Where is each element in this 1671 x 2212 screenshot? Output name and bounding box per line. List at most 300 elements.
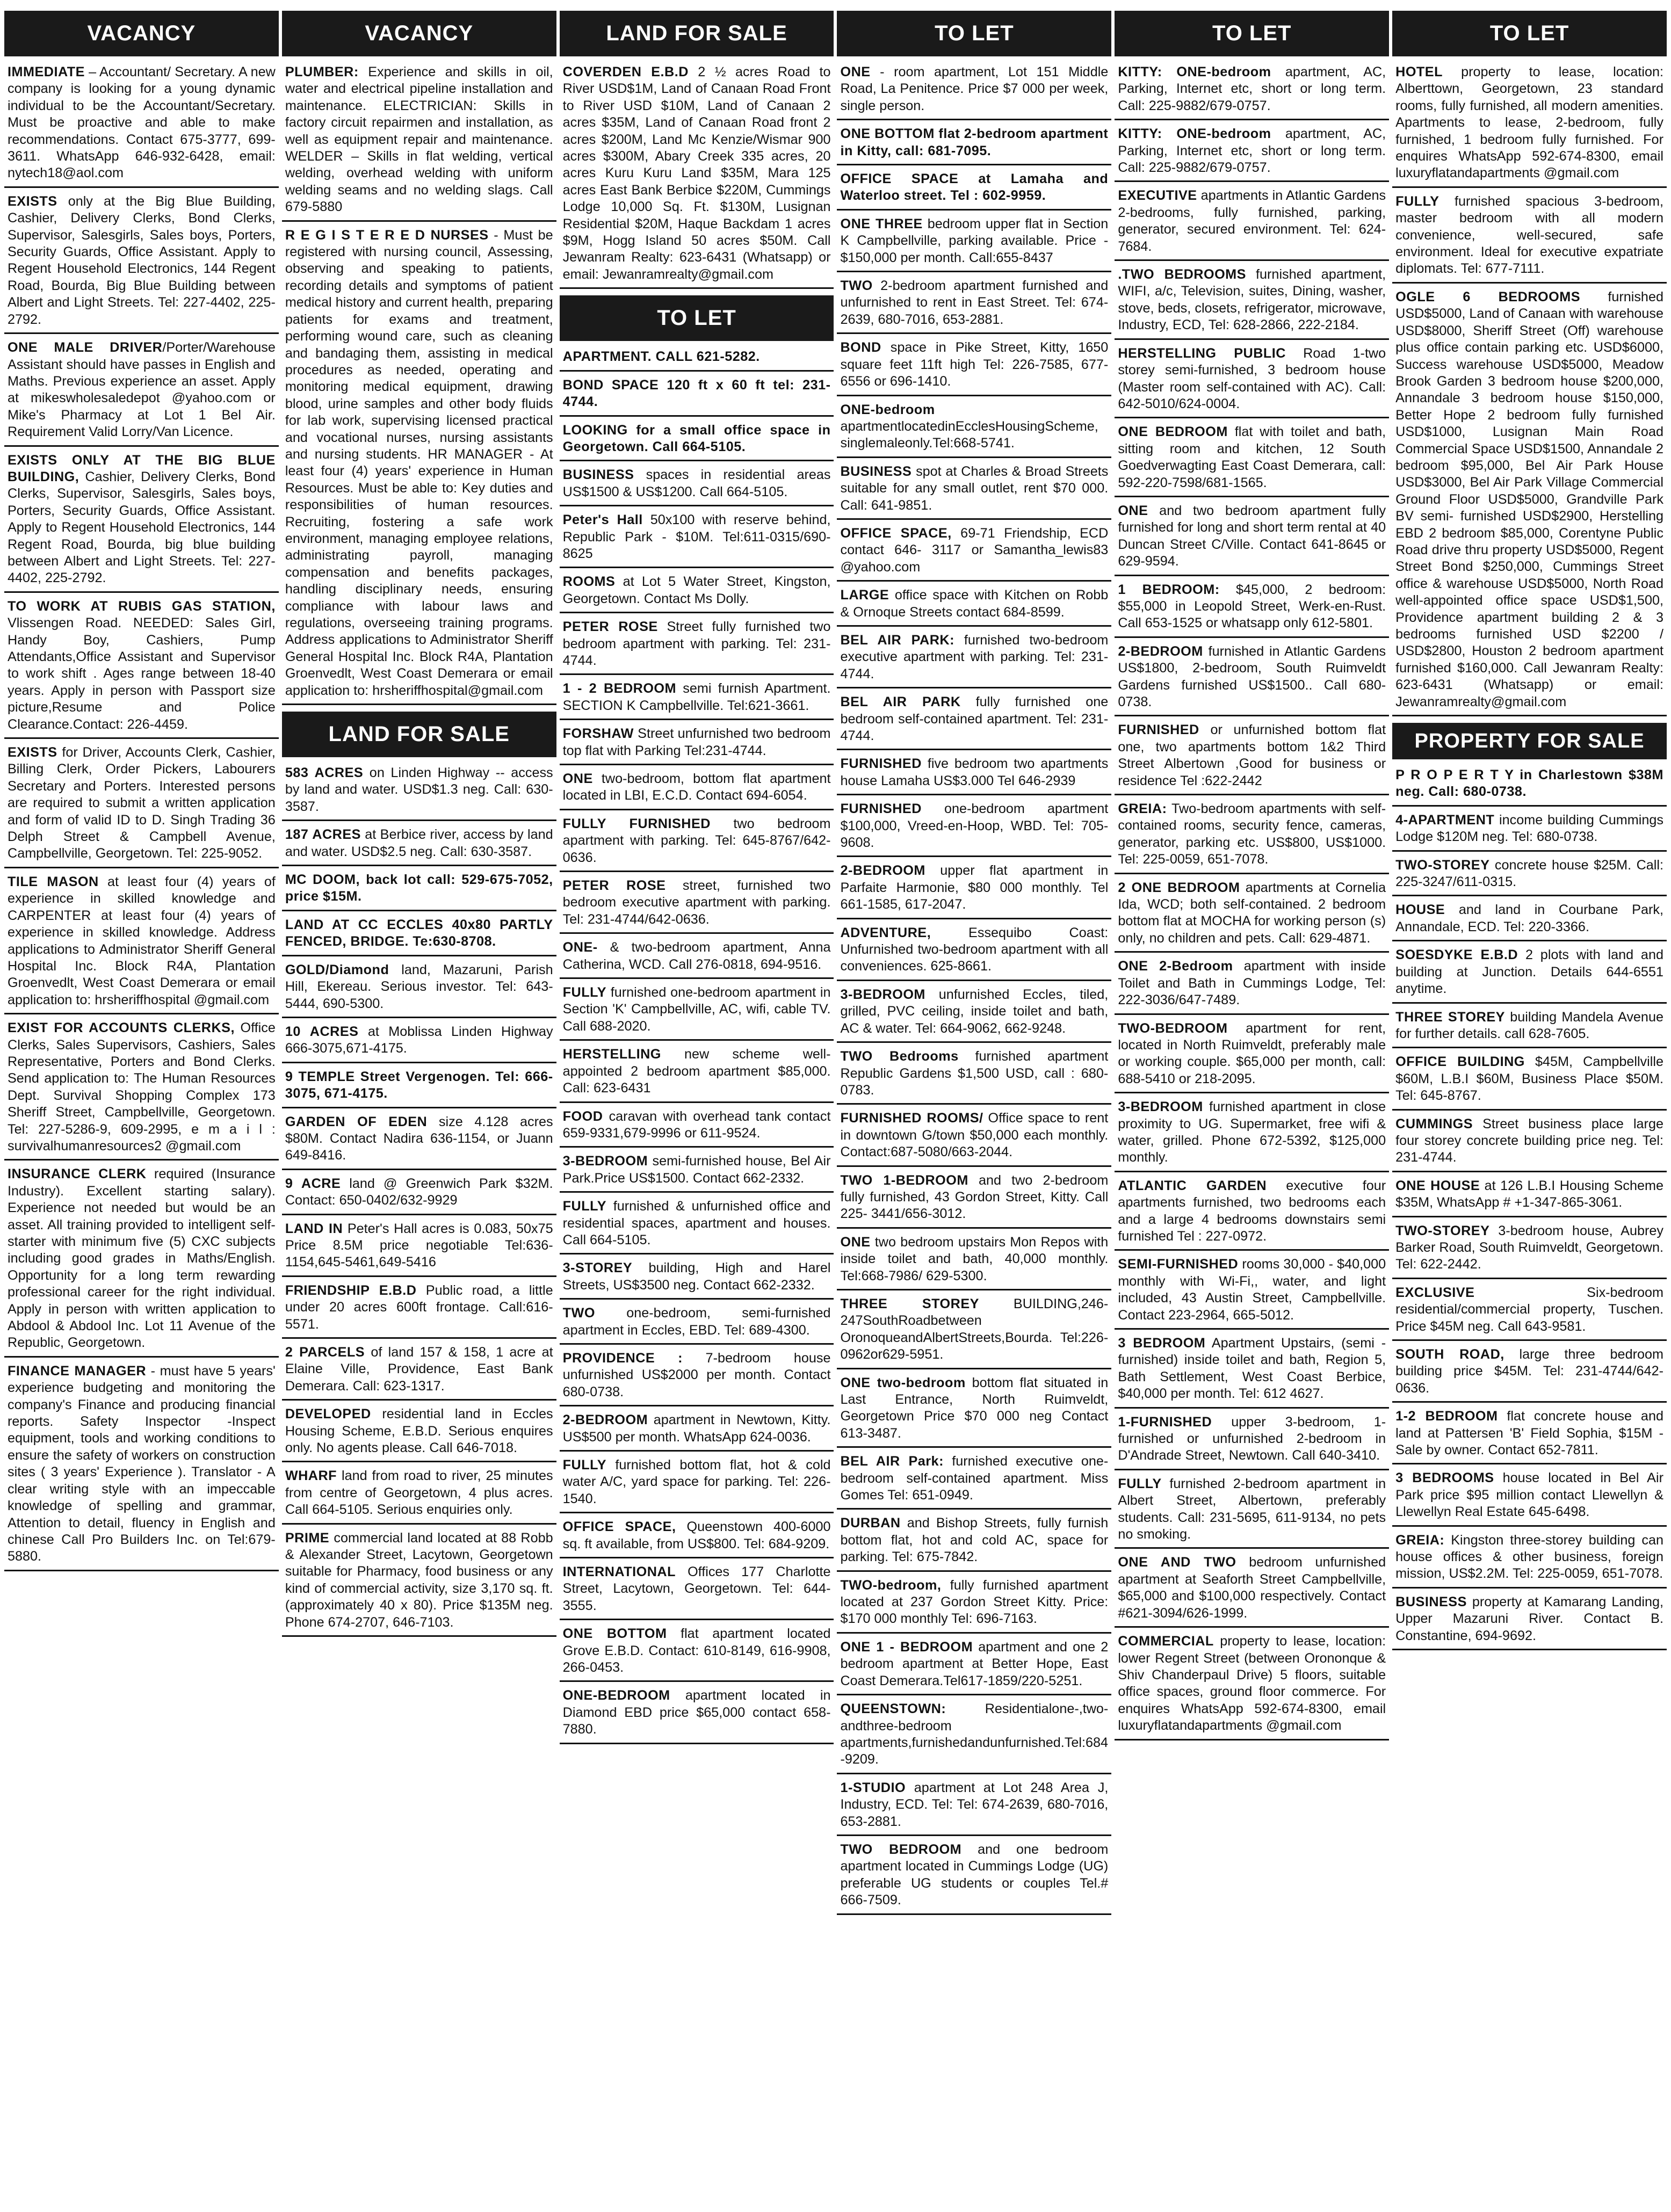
ad-lead-text: 3 BEDROOM [1118,1336,1206,1351]
ad-body-text: - Must be registered with nursing council, Assessing, observing and speaking to patients, recording details and symptoms of patient medical history and current health, preparing patients for exams and treatment, performing wound care, such as cleaning and bandaging them, assisting in medical procedures as needed, operating and monitoring medical equipment, drawing blood, urine samples and other body fluids for lab work, supervising licensed practical and vocational nurses, nursing assistants and nursing students. HR MANAGER - At least four (4) years' experience in Human Resources. Must be able to: Key duties and responsibilities of human resources. Recruiting, fostering a safe work environment, managing employee relations, administrating payroll, managing compensation and benefits packages, handling disciplinary needs, ensuring compliance with labour laws and regulations, overseeing training programs. Address applications to Administrator Sheriff General Hospital Inc. Block R4A, Plantation Groenvedlt, West Coast Demerara or email application to: hrsheriffhospital@gmail.com [285,227,553,698]
ad-body-text: Residentialone-,two-andthree-bedroom apartments,furnishedandunfurnished.Tel:684-9209. [840,1701,1109,1767]
ad-lead-text: MC DOOM, back lot call: 529-675-7052, price $15M. [285,872,553,904]
classified-ad [1115,579,1389,638]
ad-lead-text: THREE STOREY [840,1296,979,1311]
ad-body-text: furnished 2-bedroom apartment in Albert Street, Albertown, preferably students. Call: 231-5695, 611-9134, no pets no smoking. [1118,1476,1386,1542]
ad-lead-text: OFFICE SPACE, [562,1519,676,1535]
ad-body-text: 3-bedroom house, Aubrey Barker Road, South Ruimveldt, Georgetown. Tel: 622-2442. [1395,1223,1663,1272]
ad-lead-text: TWO-STOREY [1395,857,1490,873]
ad-lead-text: ONE BOTTOM [562,1626,667,1642]
classified-ad [1115,1254,1389,1330]
classified-ad [1115,501,1389,576]
classified-ad [1392,62,1667,188]
ad-lead-text: TWO-STOREY [1395,1223,1490,1238]
ad-body-text: 7-bedroom house unfurnished US$2000 per month. Contact 680-0738. [562,1350,831,1399]
ad-lead-text: OFFICE SPACE at Lamaha and Waterloo street. Tel : 602-9959. [840,171,1109,204]
classified-ad [560,1106,834,1148]
ad-lead-text: ONE 2-Bedroom [1118,959,1233,974]
ad-lead-text: ONE-bedroom [840,402,935,417]
classified-ad [282,1466,556,1524]
ad-body-text: semi-furnished house, Bel Air Park.Price US$1500. Contact 662-2332. [562,1154,831,1186]
classified-ad [560,62,834,289]
ad-lead-text: TWO-BEDROOM [1118,1020,1228,1036]
classified-ad [1115,1552,1389,1628]
classified-ad [1392,1592,1667,1650]
classified-ad [560,571,834,613]
ad-body-text: 2 ½ acres Road to River USD$1M, Land of Canaan Road Front to River USD $10M, Land of Canaan 2 acres $35M, Land of Canaan Road front 2 acres $200M, Land Mc Kenzie/Wismar 900 acres $300M, Abary Creek 335 acres, 20 acres Kuru Kuru Land $35M, Mara 125 acres East Bank Berbice $220M, Cummings Lodge 10,000 Sq. Ft. $130M, Lusignan Residential $20M, Haque Backdam 1 acres $9M, Hogg Island 50 acres $50M. Call Jewanram Realty: 623-6431 (Whatsapp) or email: Jewanramrealty@gmail.com [562,64,831,282]
ad-lead-text: DURBAN [840,1515,901,1531]
ad-lead-text: CUMMINGS [1395,1116,1473,1132]
ad-body-text: bedroom upper flat in Section K Campbellville, parking available. Price - $150,000 per month. Call:655-8437 [840,216,1109,265]
classified-ad [1392,945,1667,1003]
column-2 [282,8,556,2208]
classified-ad [1392,1176,1667,1217]
ad-lead-text: ONE MALE DRIVER [8,340,163,356]
ad-lead-text: BUSINESS [840,463,912,479]
classified-ad [837,1170,1111,1229]
ad-lead-text: EXCLUSIVE [1395,1285,1475,1300]
classified-ad [1392,1530,1667,1589]
ad-body-text: and two 2-bedroom fully furnished, 43 Gordon Street, Kitty. Call 225- 3441/656-3012. [840,1172,1109,1222]
ad-lead-text: FURNISHED [1118,722,1199,738]
ad-lead-text: HOTEL [1395,64,1443,79]
ad-lead-text: TWO-bedroom, [840,1577,942,1593]
ad-lead-text: ONE- [562,940,598,955]
ad-body-text: Street fully furnished two bedroom apartment with parking. Tel: 231-4744. [562,619,831,668]
section-header-to-let: TO LET [1392,11,1667,56]
ad-lead-text: ONE [562,771,593,786]
classified-ad [1392,1282,1667,1341]
classified-ad [560,1348,834,1406]
ad-lead-text: HERSTELLING PUBLIC [1118,345,1286,361]
ad-lead-text: PRIME [285,1530,330,1546]
ad-lead-text: 10 ACRES [285,1024,359,1039]
ad-body-text: and Bishop Streets, fully furnish bottom flat, hot and cold AC, space for parking. Tel: 675-7842. [840,1515,1109,1565]
ad-lead-text: FULLY [562,985,606,1000]
classified-ad [837,1637,1111,1695]
ad-body-text: at Moblissa Linden Highway 666-3075,671-4175. [285,1024,553,1056]
ad-lead-text: ONE HOUSE [1395,1178,1480,1193]
classified-ad [4,596,279,739]
ad-lead-text: FULLY [1395,193,1439,209]
classified-ad [1115,641,1389,717]
ad-body-text: building Mandela Avenue for further details. call 628-7605. [1395,1009,1663,1041]
ad-body-text: size 4.128 acres $80M. Contact Nadira 636-1154, or Juann 649-8416. [285,1114,553,1163]
classified-ad [1115,185,1389,261]
ad-body-text: apartment in Newtown, Kitty. US$500 per month. WhatsApp 624-0036. [562,1412,831,1445]
ad-body-text: unfurnished Eccles, tiled, grilled, PVC ceiling, inside toilet and bath, AC & water. Tel: 664-9062, 662-9248. [840,987,1109,1036]
classified-ad [1392,1051,1667,1110]
classified-ad [1115,799,1389,874]
ad-body-text: Kingston three-storey building can house offices & other business, foreign mission, US$2.2M. Tel: 225-0059, 651-7078. [1395,1532,1663,1582]
ad-body-text: rooms 30,000 - $40,000 monthly with Wi-Fi,, water, and light included, 43 Austin Street, Campbellville. Contact 223-2964, 665-5012. [1118,1257,1386,1323]
ad-lead-text: GOLD/Diamond [285,962,389,977]
classified-ad [837,214,1111,272]
ad-lead-text: ONE [840,1234,871,1250]
ad-body-text: property to lease, location: lower Regent Street (between Orononque & Shiv Chanderpaul Drive) 5 floors, suitable office spaces, ground floor commerce. For enquires WhatsApp 592-674-8300, email luxuryflatandapartments @gmail.com [1118,1634,1386,1734]
classified-ad [1115,956,1389,1014]
classified-ad [1392,765,1667,807]
ad-body-text: building, High and Harel Streets, US$3500 neg. Contact 662-2332. [562,1260,831,1293]
ad-lead-text: INSURANCE CLERK [8,1166,147,1182]
ad-body-text: apartments in Atlantic Gardens 2-bedrooms, fully furnished, parking, generator, secured environment. Tel: 624-7684. [1118,188,1386,254]
classified-ad [1392,810,1667,852]
classified-ad [837,1839,1111,1915]
section-header-property-for-sale: PROPERTY FOR SALE [1392,723,1667,759]
ad-lead-text: OGLE 6 BEDROOMS [1395,289,1581,304]
ad-lead-text: 1-STUDIO [840,1780,906,1795]
classified-ad [837,923,1111,981]
classified-ad [837,1778,1111,1836]
classified-ad [560,1455,834,1513]
ad-body-text: two-bedroom, bottom flat apartment located in LBI, E.C.D. Contact 694-6054. [562,771,831,803]
classified-ad [837,461,1111,520]
ad-lead-text: ONE THREE [840,216,923,231]
ad-lead-text: 1 - 2 BEDROOM [562,681,676,697]
ad-body-text: one-bedroom, semi-furnished apartment in Eccles, EBD. Tel: 689-4300. [562,1306,831,1338]
classified-ad [560,768,834,810]
section-header-to-let: TO LET [837,11,1111,56]
ad-body-text: spaces in residential areas US$1500 & US$1200. Call 664-5105. [562,467,831,499]
ad-lead-text: .TWO BEDROOMS [1118,267,1246,282]
classified-ad [560,1258,834,1300]
ad-body-text: upper flat apartment in Parfaite Harmonie, $80 000 monthly. Tel 661-1585, 617-2047. [840,863,1109,912]
ad-body-text: property to lease, location: Alberttown, Georgetown, 23 standard rooms, fully furnished, all modern amenities. Apartments to lease, 2-bedroom, fully furnished, 1 bedroom fully furnished. For enquires WhatsApp 592-674-8300, email luxuryflatandapartments @gmail.com [1395,64,1663,181]
classified-ad [1392,1468,1667,1526]
ad-body-text: furnished apartment in close proximity to UG. Supermarket, free wifi & water, grilled. Phone 672-5392, $125,000 monthly. [1118,1099,1386,1165]
ad-body-text: bedroom unfurnished apartment at Seaforth Street Campbellville, $65,000 and $100,000 respectively. Contact #621-3094/626-1999. [1118,1555,1386,1621]
classified-ad [282,1404,556,1462]
section-header-vacancy: VACANCY [4,11,279,56]
classified-ad [4,1018,279,1161]
ad-body-text: and land in Courbane Park, Annandale, ECD. Tel: 220-3366. [1395,902,1663,934]
ad-lead-text: INTERNATIONAL [562,1564,676,1580]
ad-lead-text: ONE [840,64,871,79]
classified-ad [837,753,1111,795]
ad-lead-text: 2-BEDROOM [1118,643,1203,659]
classified-ad [1392,191,1667,284]
ad-lead-text: GARDEN OF EDEN [285,1114,428,1129]
ad-lead-text: FURNISHED [840,756,922,772]
classified-ad [1392,1007,1667,1049]
ad-lead-text: PETER ROSE [562,619,658,635]
ad-body-text: required (Insurance Industry). Excellent starting salary). Experience not needed but would be an asset. All training provided to intelligent self-starter with minimum five (5) CXC subjects including good grades in Maths/English. Opportunity for a long term rewarding professional career for the right individual. Apply in person with written application to Abdool & Abdool Inc. Lot 11 Avenue of the Republic, Georgetown. [8,1166,276,1351]
ad-lead-text: LOOKING for a small office space in Georgetown. Call 664-5105. [562,422,831,454]
classified-ad [560,1623,834,1682]
ad-body-text: concrete house $25M. Call: 225-3247/611-0315. [1395,857,1663,890]
ad-lead-text: TWO BEDROOM [840,1841,962,1857]
classified-ad [1115,1333,1389,1409]
classified-ad [4,742,279,868]
ad-body-text: land @ Greenwich Park $32M. Contact: 650-0402/632-9929 [285,1176,553,1208]
ad-lead-text: BOND SPACE 120 ft x 60 ft tel: 231-4744. [562,377,831,410]
classified-ad [4,450,279,593]
ad-lead-text: FRIENDSHIP E.B.D [285,1282,417,1298]
ad-lead-text: COVERDEN E.B.D [562,64,689,79]
ad-body-text: flat with toilet and bath, sitting room and kitchen, 12 South Goedverwagting East Coast Demerara, call: 592-220-7598/681-1565. [1118,424,1386,490]
ad-lead-text: SOUTH ROAD, [1395,1347,1504,1362]
ad-body-text: furnished two-bedroom executive apartment with parking. Tel: 231-4744. [840,632,1109,681]
classified-ad [837,860,1111,919]
ad-lead-text: EXECUTIVE [1118,188,1197,204]
ad-body-text: furnished apartment, WIFI, a/c, Television, suites, Dining, washer, stove, beds, closets, refrigerator, microwave, Industry, ECD, Tel: 628-2866, 222-2184. [1118,267,1386,333]
classified-ad [837,1046,1111,1105]
classified-ad [1392,1114,1667,1172]
ad-lead-text: TWO [562,1306,595,1321]
ad-body-text: office space with Kitchen on Robb & Ornoque Streets contact 684-8599. [840,588,1109,620]
ad-body-text: land, Mazaruni, Parish Hill, Ekereau. Serious investor. Tel: 643-5444, 690-5300. [285,962,553,1011]
ad-lead-text: ONE BEDROOM [1118,424,1228,440]
ad-lead-text: KITTY: ONE-bedroom [1118,64,1271,79]
classified-ad [837,984,1111,1043]
classified-ad [282,824,556,866]
ad-body-text: Street unfurnished two bedroom top flat with Parking Tel:231-4744. [562,726,831,758]
ad-body-text: spot at Charles & Broad Streets suitable for any small outlet, rent $70 000. Call: 641-9851. [840,463,1109,513]
classified-ad [560,982,834,1041]
ad-body-text: Cashier, Delivery Clerks, Bond Clerks, Supervisor, Salesgirls, Sales boys, Porters, Security Guards, Office Assistant. Apply to Regent Household Electronics, 144 Regent Road, Bourda, big blue building between Albert and Light Streets. Tel: 227-4402, 225-2792. [8,469,276,586]
classified-ad [4,191,279,334]
ad-body-text: and two bedroom apartment fully furnished for long and short term rental at 40 Duncan Street C/Ville. Contact 641-8645 or 629-9594. [1118,503,1386,569]
ad-lead-text: BUSINESS [562,467,634,483]
ad-lead-text: FINANCE MANAGER [8,1363,147,1379]
classified-ad [4,337,279,446]
ad-body-text: /Porter/Warehouse Assistant should have passes in English and Maths. Previous experience an asset. Apply at mikeswholesaledepot @yahoo.com or Mike's Pharmacy at Lot 1 Bel Air. Requirement Valid Lorry/Van Licence. [8,340,276,440]
ad-lead-text: P R O P E R T Y in Charlestown $38M neg. Call: 680-0738. [1395,767,1663,800]
classified-ad [1392,855,1667,897]
ad-body-text: Apartment Upstairs, (semi - furnished) inside toilet and bath, Region 5, Bath Settlement, West Coast Berbice, $40,000 per month. Tel: 612 4627. [1118,1336,1386,1402]
section-header-vacancy: VACANCY [282,11,556,56]
classified-ad [560,1151,834,1193]
ad-body-text: large three bedroom building price $45M. Tel: 231-4744/642-0636. [1395,1347,1663,1396]
classified-ad [837,1232,1111,1290]
ad-lead-text: OFFICE BUILDING [1395,1054,1525,1070]
ad-lead-text: APARTMENT. CALL 621-5282. [562,349,760,365]
ad-lead-text: Peter's Hall [562,512,643,528]
ad-lead-text: 2 PARCELS [285,1345,365,1360]
ad-body-text: fully furnished apartment located at 237 Gordon Street Kitty. Price: $170 000 monthly Tel: 696-7163. [840,1577,1109,1627]
ad-lead-text: PLUMBER: [285,64,359,79]
classified-ad [837,400,1111,458]
ad-body-text: Office Clerks, Sales Supervisors, Cashiers, Sales Representative, Porters and Bond Clerks. Send application to: The Human Resources Dept. Survival Shopping Complex 173 Sheriff Street, Campbellville, Georgetown. Tel: 227-5286-9, 609-2995, e m a i l : survivalhumanresources2 @gmail.com [8,1020,276,1154]
classified-ad [282,1173,556,1215]
ad-body-text: Vlissengen Road. NEEDED: Sales Girl, Handy Boy, Cashiers, Pump Attendants,Office Assistant and Supervisor to work shift . Ages range between 18-40 years. Apply in person with Passport size picture,Resume and Police Clearance.Contact: 226-4459. [8,615,276,732]
classified-ad [560,814,834,872]
classified-ad [4,1164,279,1357]
section-header-to-let: TO LET [1115,11,1389,56]
ad-lead-text: HOUSE [1395,902,1445,918]
ad-body-text: on Linden Highway -- access by land and water. USD$1.3 neg. Call: 630-3587. [285,765,553,814]
classified-ad [560,1196,834,1254]
classified-ad [282,1528,556,1637]
classified-ad [560,1685,834,1744]
ad-body-text: 2-bedroom apartment furnished and unfurnished to rent in East Street. Tel: 674-2639, 680-7016, 653-2881. [840,278,1109,327]
classified-ad [1115,877,1389,953]
classified-ad [560,465,834,506]
ad-body-text: $45,000, 2 bedroom: $55,000 in Leopold Street, Werk-en-Rust. Call 653-1525 or whatsapp only 612-5801. [1118,582,1386,631]
classified-ad [837,62,1111,120]
ad-lead-text: FULLY [1118,1476,1162,1491]
ad-lead-text: SOESDYKE E.B.D [1395,947,1518,963]
ad-body-text: executive four apartments furnished, two bedrooms each and a large 4 bedrooms downstairs semi furnished Tel : 227-0972. [1118,1178,1386,1244]
ad-body-text: apartment, AC, Parking, Internet etc, short or long term. Call: 225-9882/679-0757. [1118,126,1386,176]
ad-body-text: 69-71 Friendship, ECD contact 646- 3117 or Samantha_lewis83 @yahoo.com [840,525,1109,575]
classified-ad [837,1699,1111,1774]
ad-lead-text: FULLY FURNISHED [562,816,711,831]
ad-body-text: furnished one-bedroom apartment in Section 'K' Campbellville, AC, wifi, cable TV. Call 688-2020. [562,985,831,1034]
ad-lead-text: ONE two-bedroom [840,1375,966,1390]
ad-body-text: and one bedroom apartment located in Cummings Lodge (UG) preferable UG students or couples Tel.# 666-7509. [840,1841,1109,1908]
classified-ad [560,678,834,720]
ad-body-text: residential land in Eccles Housing Scheme, E.B.D. Serious enquires only. No agents please. Call 646-7018. [285,1406,553,1456]
ad-body-text: of land 157 & 158, 1 acre at Elaine Ville, Providence, East Bank Demerara. Call: 623-1317. [285,1345,553,1394]
classified-ad [837,799,1111,857]
classified-ad [1115,343,1389,419]
ad-body-text: Peter's Hall acres is 0.083, 50x75 Price 8.5M price negotiable Tel:636-1154,645-5461,649-5416 [285,1221,553,1270]
ad-lead-text: 3-STOREY [562,1260,633,1276]
ad-body-text: at Lot 5 Water Street, Kingston, Georgetown. Contact Ms Dolly. [562,574,831,606]
ad-lead-text: 2-BEDROOM [840,863,925,879]
classified-ad [1392,900,1667,941]
ad-body-text: apartment located in Diamond EBD price $65,000 contact 658-7880. [562,1688,831,1737]
ad-body-text: furnished & unfurnished office and residential spaces, apartment and houses. Call 664-5105. [562,1199,831,1248]
ad-body-text: semi furnish Apartment. SECTION K Campbellville. Tel:621-3661. [562,681,831,713]
classified-ad [1115,720,1389,795]
classified-ad [1392,1221,1667,1279]
classified-ad [4,62,279,188]
ad-body-text: furnished apartment Republic Gardens $1,500 USD, call : 680-0783. [840,1049,1109,1098]
classified-ad [282,1021,556,1063]
section-header-land-for-sale: LAND FOR SALE [560,11,834,56]
ad-body-text: 2 plots with land and building at Junction. Details 644-6551 anytime. [1395,947,1663,997]
ad-lead-text: DEVELOPED [285,1406,371,1422]
ad-body-text: furnished bottom flat, hot & cold water A/C, yard space for parking. Tel: 226-1540. [562,1457,831,1506]
ad-body-text: $45M, Campbellville $60M, L.B.I $60M, Business Place $50M. Tel: 645-8767. [1395,1054,1663,1104]
ad-lead-text: ONE BOTTOM flat 2-bedroom apartment in Kitty, call: 681-7095. [840,126,1109,158]
classified-ad [1115,1474,1389,1549]
ad-lead-text: TILE MASON [8,874,99,889]
ad-lead-text: EXISTS [8,193,57,209]
ad-lead-text: 2-BEDROOM [562,1412,648,1428]
classified-ad [560,617,834,675]
ad-lead-text: 3-BEDROOM [840,987,925,1002]
classified-ad [837,1513,1111,1571]
column-6 [1392,8,1667,2208]
ad-lead-text: 1 BEDROOM: [1118,582,1220,597]
ad-lead-text: LAND IN [285,1221,343,1236]
ad-body-text: 50x100 with reserve behind, Republic Park - $10M. Tel:611-0315/690-8625 [562,512,831,561]
ad-lead-text: R E G I S T E R E D NURSES [285,227,489,243]
classified-ad [282,62,556,222]
column-5 [1115,8,1389,2208]
ad-body-text: new scheme well-appointed 2 bedroom apartment $85,000. Call: 623-6431 [562,1047,831,1096]
classified-ad [560,420,834,462]
classified-ad [1115,62,1389,120]
classified-ad [560,1303,834,1345]
ad-lead-text: ADVENTURE, [840,925,931,940]
ad-lead-text: ONE [1118,503,1148,518]
ad-body-text: apartmentlocatedinEcclesHousingScheme, singlemaleonly.Tel:668-5741. [840,418,1098,451]
ad-lead-text: IMMEDIATE [8,64,85,79]
ad-body-text: bottom flat situated in Last Entrance, North Ruimveldt, Georgetown Price $70 000 neg Contact 613-3487. [840,1375,1109,1441]
ad-body-text: or unfurnished bottom flat one, two apartments bottom 1&2 Third Street Albertown ,Good for business or residence Tel :622-2442 [1118,722,1386,788]
ad-lead-text: FULLY [562,1199,606,1214]
classified-ad [1115,1097,1389,1172]
column-4 [837,8,1111,2208]
ad-body-text: at 126 L.B.I Housing Scheme $35M, WhatsApp # +1-347-865-3061. [1395,1178,1663,1210]
ad-lead-text: THREE STOREY [1395,1009,1505,1025]
ad-body-text: Road 1-two storey semi-furnished, 3 bedroom house (Master room self-contained with AC). Call: 642-5010/624-0004. [1118,345,1386,411]
ad-lead-text: COMMERCIAL [1118,1634,1214,1649]
ad-body-text: Essequibo Coast: Unfurnished two-bedroom apartment with all conveniences. 625-8661. [840,925,1109,974]
ad-lead-text: PETER ROSE [562,878,666,894]
ad-body-text: BUILDING,246-247SouthRoadbetween OronoqueandAlbertStreets,Bourda. Tel:226-0962or629-5951. [840,1296,1109,1362]
ad-lead-text: BUSINESS [1395,1594,1467,1609]
ad-body-text: – Accountant/ Secretary. A new company is looking for a young dynamic individual to be the Accountant/Secretary. Must be proactive and able to make recommendations. Contact 675-3777, 699-3611. WhatsApp 646-932-6428, email: nytech18@aol.com [8,64,276,181]
ad-body-text: Queenstown 400-6000 sq. ft available, from US$800. Tel: 684-9209. [562,1519,831,1551]
ad-body-text: flat apartment located Grove E.B.D. Contact: 610-8149, 616-9908, 266-0453. [562,1626,831,1676]
classified-ad [837,337,1111,396]
ad-lead-text: OFFICE SPACE, [840,525,952,541]
ad-lead-text: TWO 1-BEDROOM [840,1172,968,1188]
ad-body-text: furnished in Atlantic Gardens US$1800, 2-bedroom, South Ruimveldt Gardens furnished US$1500.. Call 680-0738. [1118,643,1386,709]
ad-lead-text: LAND AT CC ECCLES 40x80 PARTLY FENCED, BRIDGE. Te:630-8708. [285,917,553,949]
classified-ad [837,630,1111,688]
classified-ad [837,124,1111,165]
ad-lead-text: 1-2 BEDROOM [1395,1409,1498,1424]
ad-body-text: apartment at Lot 248 Area J, Industry, ECD. Tel: Tel: 674-2639, 680-7016, 653-2881. [840,1780,1109,1829]
classified-ad [837,523,1111,582]
ad-body-text: commercial land located at 88 Robb & Alexander Street, Lacytown, Georgetown suitable for Pharmacy, food business or any kind of commercial activity, size 3,170 sq. ft. (approximately 40 x 80). Price $135M neg. Phone 674-2707, 646-7103. [285,1530,553,1630]
ad-lead-text: 3-BEDROOM [1118,1099,1203,1115]
classified-ad [837,275,1111,334]
ad-lead-text: ONE AND TWO [1118,1555,1236,1570]
classified-ad [560,1562,834,1620]
classified-ad [837,1294,1111,1369]
classified-ad [282,763,556,821]
ad-body-text: fully furnished one bedroom self-contained apartment. Tel: 231-4744. [840,694,1109,743]
classified-ad [837,1451,1111,1510]
ad-body-text: two bedroom upstairs Mon Repos with inside toilet and bath, 40,000 monthly. Tel:668-7986/ 629-5300. [840,1234,1109,1283]
ad-lead-text: EXIST FOR ACCOUNTS CLERKS, [8,1020,235,1036]
ad-lead-text: ONE-BEDROOM [562,1688,670,1703]
ad-body-text: for Driver, Accounts Clerk, Cashier, Billing Clerk, Order Pickers, Labourers Secretary and Porters. Interested persons are required to submit a written application and form of valid ID to D. Singh Trading 36 Delph Street & Campbell Avenue, Campbellville, Georgetown. Tel: 225-9052. [8,745,276,861]
ad-body-text: furnished USD$5000, Land of Canaan with warehouse USD$8000, Sheriff Street (Off) warehouse plus office contain parking etc. USD$6000, Success warehouse USD$5000, Meadow Brook Garden 3 bedroom house $200,000, Annandale 3 bedroom house $150,000, Better Hope 2 bedroom fully furnished USD$1000, Lusignan Main Road Commercial Space USD$1500, Annandale 2 bedroom $95,000, Bel Air Park House USD$3000, Bel Air Park Village Commercial Ground Floor USD$5000, Grandville Park BV semi- furnished USD$2900, Herstelling EBD 2 bedroom $85,000, Corentyne Public Road drive thru property USD$5000, Regent Street Bond $250,000, Cummings Street office & warehouse USD$5000, North Road well-appointed office space USD$1,500, Providence apartment building 2 & 3 bedrooms furnished USD $2200 / USD$2800, Houston 2 bedroom apartment furnished $160,000. Call Jewanram Realty: 623-6431 (Whatsapp) or email: Jewanramrealty@gmail.com [1395,289,1663,709]
ad-lead-text: TWO Bedrooms [840,1049,959,1064]
classified-ad [4,872,279,1014]
ad-lead-text: TO WORK AT RUBIS GAS STATION, [8,598,276,614]
classified-ad [837,1373,1111,1448]
ad-body-text: property at Kamarang Landing, Upper Mazaruni River. Contact B. Constantine, 694-9692. [1395,1594,1663,1643]
classified-ad [1115,422,1389,497]
ad-body-text: Two-bedroom apartments with self-contained rooms, security fence, cameras, generator, parking etc. US$800, US$1000. Tel: 225-0059, 651-7078. [1118,801,1386,867]
ad-lead-text: 1-FURNISHED [1118,1414,1212,1430]
ad-body-text: - room apartment, Lot 151 Middle Road, La Penitence. Price $7 000 per week, single person. [840,64,1109,113]
ad-lead-text: 187 ACRES [285,827,361,843]
ad-lead-text: 9 ACRE [285,1176,341,1191]
ad-lead-text: 9 TEMPLE Street Vergenogen. Tel: 666-3075, 671-4175. [285,1069,553,1101]
ad-lead-text: 583 ACRES [285,765,364,781]
ad-lead-text: LARGE [840,588,889,603]
ad-body-text: & two-bedroom apartment, Anna Catherina, WCD. Call 276-0818, 694-9516. [562,940,831,972]
classified-ad [837,1575,1111,1634]
ad-body-text: five bedroom two apartments house Lamaha US$3.000 Tel 646-2939 [840,756,1109,788]
ad-lead-text: WHARF [285,1468,337,1484]
classified-ad [282,915,556,956]
ad-lead-text: ATLANTIC GARDEN [1118,1178,1267,1193]
ad-lead-text: FURNISHED ROOMS/ [840,1111,983,1126]
ad-lead-text: ONE 1 - BEDROOM [840,1639,973,1655]
ad-lead-text: 3-BEDROOM [562,1154,648,1169]
